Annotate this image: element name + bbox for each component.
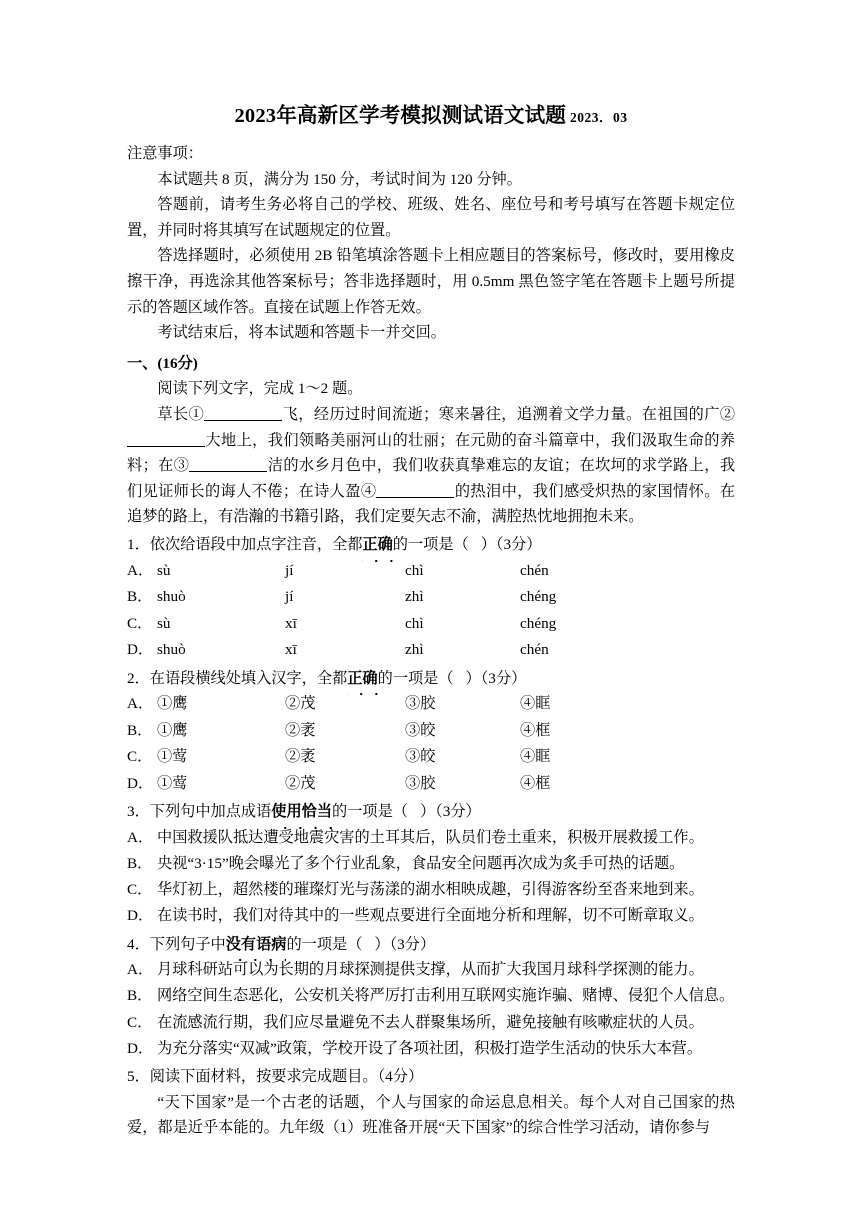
question-5-stem-text: 阅读下面材料，按要求完成题目。（4分） <box>149 1067 424 1085</box>
option-label: B． <box>127 854 153 872</box>
option-text: 在读书时，我们对待其中的一些观点要进行全面地分析和理解，切不可断章取义。 <box>157 907 704 925</box>
page-title <box>127 98 735 128</box>
question-2-stem-post: 的一项是（ <box>377 669 454 687</box>
option-col-4: chén <box>520 561 549 579</box>
reading-passage <box>127 402 735 530</box>
question-4-option-b[interactable] <box>127 983 735 1009</box>
question-2-stem <box>127 666 735 692</box>
passage-blank-2 <box>127 446 205 447</box>
option-col-1: ①鹰 <box>157 695 188 713</box>
option-col-2: jí <box>285 561 294 579</box>
question-2-option-b[interactable] <box>127 718 735 745</box>
passage-segment-2: 飞，经历过时间流逝；寒来暑往，追溯着文学力量。在祖国的广② <box>282 405 736 423</box>
question-4-stem-pre: 下列句子中 <box>149 935 226 953</box>
option-col-2: ②袤 <box>285 748 316 766</box>
option-label: A． <box>127 828 154 846</box>
question-1-stem-pre: 依次给语段中加点字注音，全都 <box>149 535 363 553</box>
question-2-stem-tail: ）（3分） <box>465 669 527 687</box>
option-col-1: shuò <box>157 641 186 658</box>
question-1-stem-tail: ）（3分） <box>480 535 542 553</box>
question-3-option-c[interactable] <box>127 877 735 903</box>
option-col-1: ①莺 <box>157 748 188 766</box>
question-3-stem-tail: ）（3分） <box>419 803 481 821</box>
question-1-option-d[interactable] <box>127 637 735 664</box>
option-col-3: zhì <box>405 641 424 658</box>
question-4-number: 4． <box>127 935 150 953</box>
option-col-1: ①鹰 <box>157 721 188 739</box>
option-col-2: ②茂 <box>285 695 316 713</box>
option-label: D． <box>127 1039 154 1057</box>
option-label: C． <box>127 881 153 899</box>
question-3-stem-pre: 下列句中加点成语 <box>149 803 272 821</box>
passage-segment-4: 洁的水乡月色中，我们收获真挚难忘的友谊；在坎坷的求学路上，我们见证师长的诲人不倦；在诗人盈④ <box>127 457 736 500</box>
option-label: C． <box>127 614 153 632</box>
passage-blank-3 <box>189 471 267 472</box>
question-1-number: 1． <box>127 535 150 553</box>
question-3-option-b[interactable] <box>127 851 735 877</box>
question-4-stem-post: 的一项是（ <box>286 935 363 953</box>
option-col-1: shuò <box>157 588 186 605</box>
option-text: 央视“3·15”晚会曝光了多个行业乱象，食品安全问题再次成为炙手可热的话题。 <box>157 854 685 872</box>
passage-blank-4 <box>376 497 454 498</box>
option-col-4: chéng <box>520 614 557 632</box>
question-2-emphasis: 正确 <box>347 666 377 692</box>
question-1-emphasis: 正确 <box>362 532 392 558</box>
option-label: D． <box>127 774 154 792</box>
option-label: D． <box>127 907 154 925</box>
notice-line-3: 答选择题时，必须使用 2B 铅笔填涂答题卡上相应题目的答案标号，修改时，要用橡皮擦干净，再选涂其他答案标号；答非选择题时，用 0.5mm 黑色签字笔在答题卡上题号所提示的答题区域作答。直接在试题上作答无效。 <box>127 247 735 316</box>
option-col-2: ②袤 <box>285 721 316 739</box>
option-label: A． <box>127 961 154 979</box>
option-label: B． <box>127 987 153 1005</box>
question-3-option-a[interactable] <box>127 825 735 851</box>
option-label: C． <box>127 748 153 766</box>
question-5-body: “天下国家”是一个古老的话题，个人与国家的命运息息相关。每个人对自己国家的热爱，都是近乎本能的。九年级（1）班准备开展“天下国家”的综合性学习活动，请你参与 <box>127 1093 735 1137</box>
question-3-emphasis: 使用恰当 <box>271 799 332 825</box>
question-4-option-c[interactable] <box>127 1010 735 1036</box>
option-col-1: sù <box>157 561 171 579</box>
option-text: 为充分落实“双减”政策，学校开设了各项社团，积极打造学生活动的快乐大本营。 <box>157 1039 703 1057</box>
passage-segment-3: 大地上，我们领略美丽河山的壮丽；在元勋的奋斗篇章中，我们汲取生命的养料；在③ <box>127 431 735 475</box>
exam-date: 2023．03 <box>570 110 628 125</box>
option-col-2: jí <box>285 588 294 605</box>
option-label: B． <box>127 588 153 605</box>
question-2-option-c[interactable] <box>127 744 735 771</box>
question-3-number: 3． <box>127 803 150 821</box>
option-col-4: ④框 <box>520 721 551 739</box>
question-3-stem <box>127 799 735 825</box>
passage-segment-5: 的热泪中，我们感受炽热的家国情怀。在追梦的路上，有浩瀚的书籍引路，我们定要矢志不渝，满腔热忱地拥抱未来。 <box>127 482 736 526</box>
question-1-option-a[interactable] <box>127 558 735 585</box>
option-text: 中国救援队抵达遭受地震灾害的土耳其后，队员们卷土重来，积极开展救援工作。 <box>157 828 704 846</box>
option-col-3: zhì <box>405 588 424 605</box>
question-4-stem-tail: ）（3分） <box>374 935 436 953</box>
question-4-option-d[interactable] <box>127 1036 735 1062</box>
option-col-3: ③皎 <box>405 721 436 739</box>
question-1-stem <box>127 532 735 558</box>
question-2-option-a[interactable] <box>127 691 735 718</box>
option-col-2: ②茂 <box>285 774 316 792</box>
notice-line-2: 答题前，请考生务必将自己的学校、班级、姓名、座位号和考号填写在答题卡规定位置，并同时将其填写在试题规定的位置。 <box>127 196 735 239</box>
question-4-emphasis: 没有语病 <box>226 932 287 958</box>
option-col-3: ③皎 <box>405 748 436 766</box>
option-col-3: chì <box>405 561 424 579</box>
question-4-stem <box>127 932 735 958</box>
option-col-1: sù <box>157 614 171 632</box>
passage-segment-1: 草长① <box>157 405 205 423</box>
option-col-2: xī <box>285 614 297 632</box>
option-col-4: ④框 <box>520 774 551 792</box>
option-col-3: ③胶 <box>405 695 436 713</box>
question-4-option-a[interactable] <box>127 957 735 983</box>
notice-line-1: 本试题共 8 页，满分为 150 分，考试时间为 120 分钟。 <box>157 170 522 188</box>
option-label: A． <box>127 561 154 579</box>
option-col-4: ④眶 <box>520 748 551 766</box>
question-5-number: 5． <box>127 1067 150 1085</box>
section-one-heading: 一、(16分) <box>127 354 198 372</box>
option-label: B． <box>127 721 153 739</box>
question-3-option-d[interactable] <box>127 903 735 929</box>
page-content <box>127 98 735 1141</box>
question-3-stem-post: 的一项是（ <box>332 803 408 821</box>
option-col-4: chéng <box>520 588 557 605</box>
option-col-1: ①莺 <box>157 774 188 792</box>
option-text: 在流感流行期，我们应尽量避免不去人群聚集场所，避免接触有咳嗽症状的人员。 <box>157 1013 704 1031</box>
option-col-4: ④眶 <box>520 695 551 713</box>
option-text: 月球科研站可以为长期的月球探测提供支撑，从而扩大我国月球科学探测的能力。 <box>157 961 704 979</box>
question-2-number: 2． <box>127 669 150 687</box>
option-label: C． <box>127 1013 153 1031</box>
question-1-option-c[interactable] <box>127 611 735 638</box>
option-col-3: chì <box>405 614 424 632</box>
option-label: D． <box>127 641 154 658</box>
option-text: 网络空间生态恶化，公安机关将严厉打击利用互联网实施诈骗、赌博、侵犯个人信息。 <box>157 987 735 1005</box>
notice-line-4: 考试结束后，将本试题和答题卡一并交回。 <box>157 324 446 342</box>
passage-blank-1 <box>204 420 282 421</box>
notice-heading: 注意事项： <box>127 145 203 162</box>
reading-instruction: 阅读下列文字，完成 1～2 题。 <box>157 380 363 398</box>
question-1-stem-post: 的一项是（ <box>392 535 469 553</box>
option-text: 华灯初上，超然楼的璀璨灯光与荡漾的湖水相映成趣，引得游客纷至沓来地到来。 <box>157 881 704 899</box>
option-label: A． <box>127 695 154 713</box>
option-col-4: chén <box>520 641 549 658</box>
exam-title-text: 2023年高新区学考模拟测试语文试题 <box>234 105 567 127</box>
question-2-stem-pre: 在语段横线处填入汉字，全都 <box>149 669 348 687</box>
question-2-option-d[interactable] <box>127 771 735 798</box>
option-col-2: xī <box>285 641 297 658</box>
option-col-3: ③胶 <box>405 774 436 792</box>
question-5-stem <box>127 1064 735 1090</box>
question-1-option-b[interactable] <box>127 584 735 611</box>
